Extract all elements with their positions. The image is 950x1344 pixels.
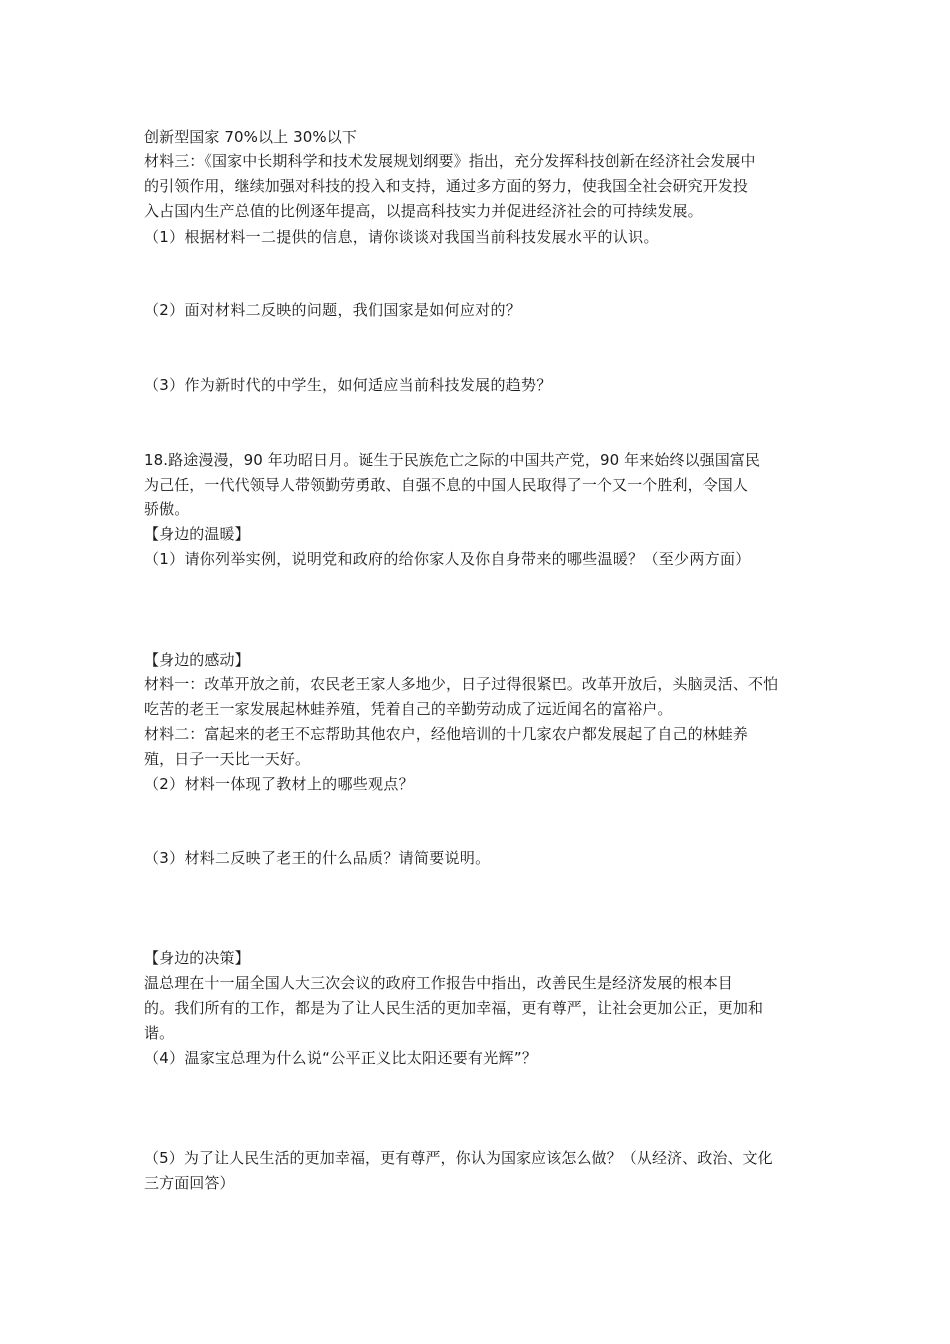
section-heading-decision: 【身边的决策】 bbox=[144, 949, 250, 967]
section-heading-moved: 【身边的感动】 bbox=[144, 651, 250, 669]
material-one-text: 吃苦的老王一家发展起林蛙养殖，凭着自己的辛勤劳动成了远近闻名的富裕户。 bbox=[144, 700, 673, 718]
material-three-text: 入占国内生产总值的比例逐年提高，以提高科技实力并促进经济社会的可持续发展。 bbox=[144, 202, 703, 220]
decision-text: 的。我们所有的工作，都是为了让人民生活的更加幸福，更有尊严，让社会更加公正，更加和 bbox=[144, 999, 764, 1017]
decision-text: 谐。 bbox=[144, 1024, 175, 1042]
sub-question-1: （1）请你列举实例，说明党和政府的给你家人及你自身带来的哪些温暖？（至少两方面） bbox=[144, 550, 751, 568]
table-remnant-line: 创新型国家 70%以上 30%以下 bbox=[144, 128, 357, 146]
question-2: （2）面对材料二反映的问题，我们国家是如何应对的？ bbox=[144, 301, 522, 319]
decision-text: 温总理在十一届全国人大三次会议的政府工作报告中指出，改善民生是经济发展的根本目 bbox=[144, 974, 733, 992]
question-1: （1）根据材料一二提供的信息，请你谈谈对我国当前科技发展水平的认识。 bbox=[144, 228, 659, 246]
sub-question-4: （4）温家宝总理为什么说“公平正义比太阳还要有光辉”？ bbox=[144, 1049, 538, 1067]
sub-question-2: （2）材料一体现了教材上的哪些观点？ bbox=[144, 775, 414, 793]
question-3: （3）作为新时代的中学生，如何适应当前科技发展的趋势？ bbox=[144, 376, 552, 394]
material-one-text: 材料一：改革开放之前，农民老王家人多地少，日子过得很紧巴。改革开放后，头脑灵活、不怕 bbox=[144, 675, 779, 693]
sub-question-3: （3）材料二反映了老王的什么品质？请简要说明。 bbox=[144, 849, 491, 867]
question-18-intro: 骄傲。 bbox=[144, 500, 190, 518]
section-heading-warmth: 【身边的温暖】 bbox=[144, 525, 250, 543]
material-two-text: 材料二：富起来的老王不忘帮助其他农户，经他培训的十几家农户都发展起了自己的林蛙养 bbox=[144, 725, 749, 743]
question-18-intro: 为己任，一代代领导人带领勤劳勇敢、自强不息的中国人民取得了一个又一个胜利，令国人 bbox=[144, 476, 749, 494]
question-18-intro: 18.路途漫漫，90 年功昭日月。诞生于民族危亡之际的中国共产党，90 年来始终以强国富民 bbox=[144, 451, 761, 469]
material-three-text: 材料三：《国家中长期科学和技术发展规划纲要》指出，充分发挥科技创新在经济社会发展中 bbox=[144, 152, 756, 170]
sub-question-5: （5）为了让人民生活的更加幸福，更有尊严，你认为国家应该怎么做？（从经济、政治、文化 bbox=[144, 1149, 773, 1167]
material-three-text: 的引领作用，继续加强对科技的投入和支持，通过多方面的努力，使我国全社会研究开发投 bbox=[144, 177, 749, 195]
material-two-text: 殖，日子一天比一天好。 bbox=[144, 750, 311, 768]
sub-question-5: 三方面回答） bbox=[144, 1174, 235, 1192]
